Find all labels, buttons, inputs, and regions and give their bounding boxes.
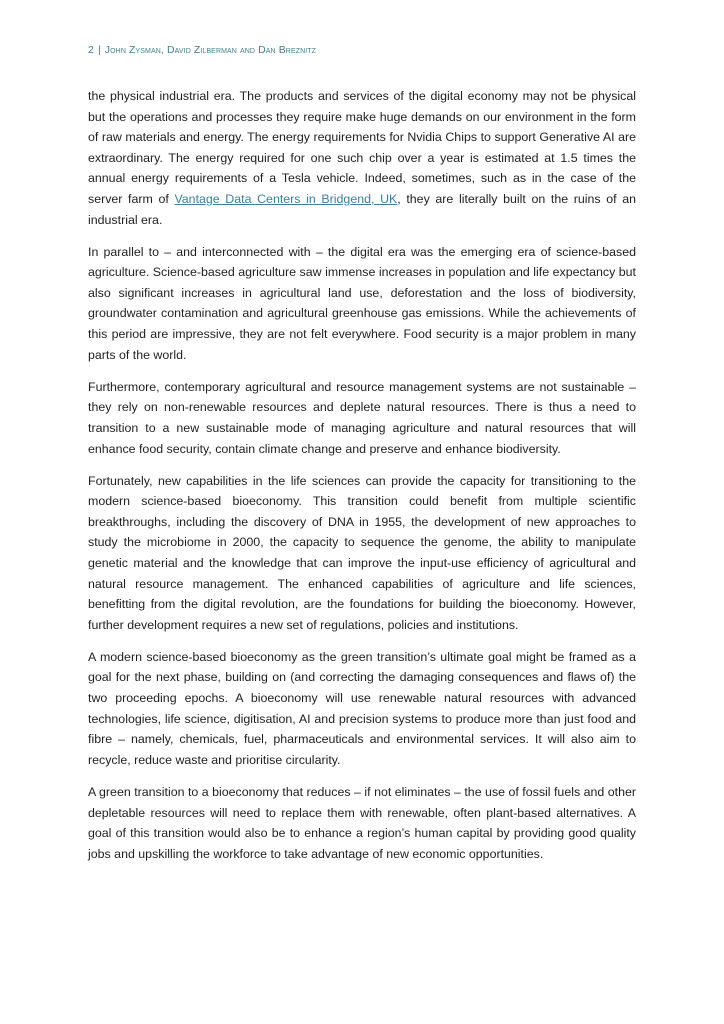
paragraph-4: Fortunately, new capabilities in the life sciences can provide the capacity for transitioning to the modern science-based bioeconomy. This transition could benefit from multiple scientific breakthroughs, including the discovery of DNA in 1955, the development of new approaches to study the microbiome in 2000, the capacity to sequence the genome, the ability to manipulate genetic material and the knowledge that can improve the input-use efficiency of agricultural and natural resource management. The enhanced capabilities of agriculture and life sciences, benefitting from the digital revolution, are the foundations for building the bioeconomy. However, further development requires a new set of regulations, policies and institutions. (88, 473, 636, 632)
paragraph-2: In parallel to – and interconnected with – the digital era was the emerging era of science-based agriculture. Science-based agriculture saw immense increases in population and life expectancy but also significant increases in agricultural land use, deforestation and the loss of biodiversity, groundwater contamination and agricultural greenhouse gas emissions. While the achievements of this period are impressive, they are not felt everywhere. Food security is a major problem in many parts of the world. (88, 244, 636, 362)
page-number: 2 (88, 44, 94, 56)
header-separator: | (97, 44, 101, 56)
paragraph-6: A green transition to a bioeconomy that reduces – if not eliminates – the use of fossil fuels and other depletable resources will need to replace them with renewable, often plant-based alternatives. A goal of this transition would also be to enhance a region’s human capital by providing good quality jobs and upskilling the workforce to take advantage of new economic opportunities. (88, 784, 636, 861)
body-text (88, 86, 636, 876)
vantage-data-centers-link[interactable]: Vantage Data Centers in Bridgend, UK (174, 191, 398, 206)
paragraph-1-text-after-link: , they are literally built on the ruins of an industrial era. (88, 191, 636, 227)
paragraph-5: A modern science-based bioeconomy as the green transition’s ultimate goal might be framed as a goal for the next phase, building on (and correcting the damaging consequences and flaws of) the two proceeding epochs. A bioeconomy will use renewable natural resources with advanced technologies, life science, digitisation, AI and precision systems to produce more than just food and fibre – namely, chemicals, fuel, pharmaceuticals and environmental services. It will also aim to recycle, reduce waste and prioritise circularity. (88, 649, 636, 767)
running-header (88, 44, 316, 56)
header-authors: John Zysman, David Zilberman and Dan Breznitz (104, 44, 317, 56)
paragraph-1 (88, 86, 636, 230)
paragraph-1-text-before-link: the physical industrial era. The products and services of the digital economy may not be physical but the operations and processes they require make huge demands on our environment in the form of raw materials and energy. The energy requirements for Nvidia Chips to support Generative AI are extraordinary. The energy required for one such chip over a year is estimated at 1.5 times the annual energy requirements of a Tesla vehicle. Indeed, sometimes, such as in the case of the server farm of (88, 89, 636, 206)
paragraph-3: Furthermore, contemporary agricultural and resource management systems are not sustainable – they rely on non-renewable resources and deplete natural resources. There is thus a need to transition to a new sustainable mode of managing agriculture and natural resources that will enhance food security, contain climate change and preserve and enhance biodiversity. (88, 379, 636, 456)
